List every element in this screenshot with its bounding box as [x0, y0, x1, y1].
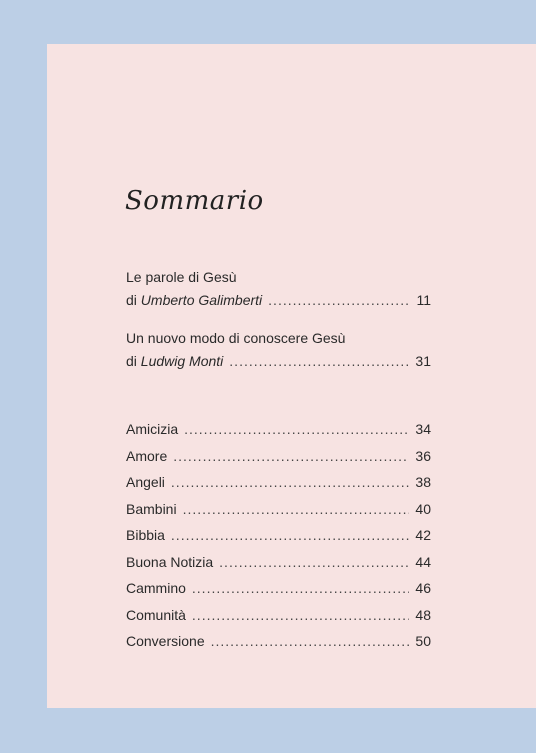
- author-name: Ludwig Monti: [140, 353, 224, 369]
- dot-leader: [173, 447, 409, 465]
- dot-leader: [171, 526, 410, 544]
- page-number: 38: [415, 474, 431, 490]
- page-number: 40: [415, 501, 431, 517]
- page-number: 42: [415, 527, 431, 543]
- topic-entry: [126, 420, 431, 438]
- topic-label: Angeli: [126, 474, 165, 490]
- dot-leader: [229, 352, 409, 370]
- book-page: [47, 44, 536, 708]
- topic-label: Cammino: [126, 580, 186, 596]
- topic-label: Bibbia: [126, 527, 165, 543]
- dot-leader: [211, 632, 410, 650]
- page-number: 48: [415, 607, 431, 623]
- topic-entry: [126, 473, 431, 491]
- intro-entry-heading: Un nuovo modo di conoscere Gesù: [126, 330, 346, 346]
- topic-entry: [126, 500, 431, 518]
- topic-entry: [126, 606, 431, 624]
- dot-leader: [184, 420, 409, 438]
- topic-label: Comunità: [126, 607, 186, 623]
- topic-label: Amicizia: [126, 421, 179, 437]
- topic-label: Buona Notizia: [126, 554, 214, 570]
- topic-entry: [126, 579, 431, 597]
- dot-leader: [192, 579, 410, 597]
- dot-leader: [192, 606, 410, 624]
- topic-entry: [126, 553, 431, 571]
- topic-entry: [126, 447, 431, 465]
- author-prefix: di: [126, 353, 141, 369]
- page-title: Sommario: [125, 186, 264, 216]
- page-number: 44: [415, 554, 431, 570]
- topic-entry: [126, 526, 431, 544]
- dot-leader: [183, 500, 410, 518]
- intro-entry-heading: Le parole di Gesù: [126, 269, 237, 285]
- author-name: Umberto Galimberti: [140, 292, 263, 308]
- dot-leader: [219, 553, 409, 571]
- intro-entry: [126, 291, 431, 309]
- page-number: 34: [415, 421, 431, 437]
- page-number: 31: [415, 353, 431, 369]
- intro-entry-author-line: [126, 352, 223, 370]
- intro-entry: [126, 352, 431, 370]
- topic-label: Bambini: [126, 501, 177, 517]
- topic-label: Conversione: [126, 633, 205, 649]
- dot-leader: [268, 291, 410, 309]
- topic-label: Amore: [126, 448, 168, 464]
- dot-leader: [171, 473, 410, 491]
- page-number: 11: [416, 292, 431, 308]
- author-prefix: di: [126, 292, 141, 308]
- page-number: 36: [415, 448, 431, 464]
- intro-entry-author-line: [126, 291, 262, 309]
- page-number: 50: [415, 633, 431, 649]
- page-number: 46: [415, 580, 431, 596]
- topic-entry: [126, 632, 431, 650]
